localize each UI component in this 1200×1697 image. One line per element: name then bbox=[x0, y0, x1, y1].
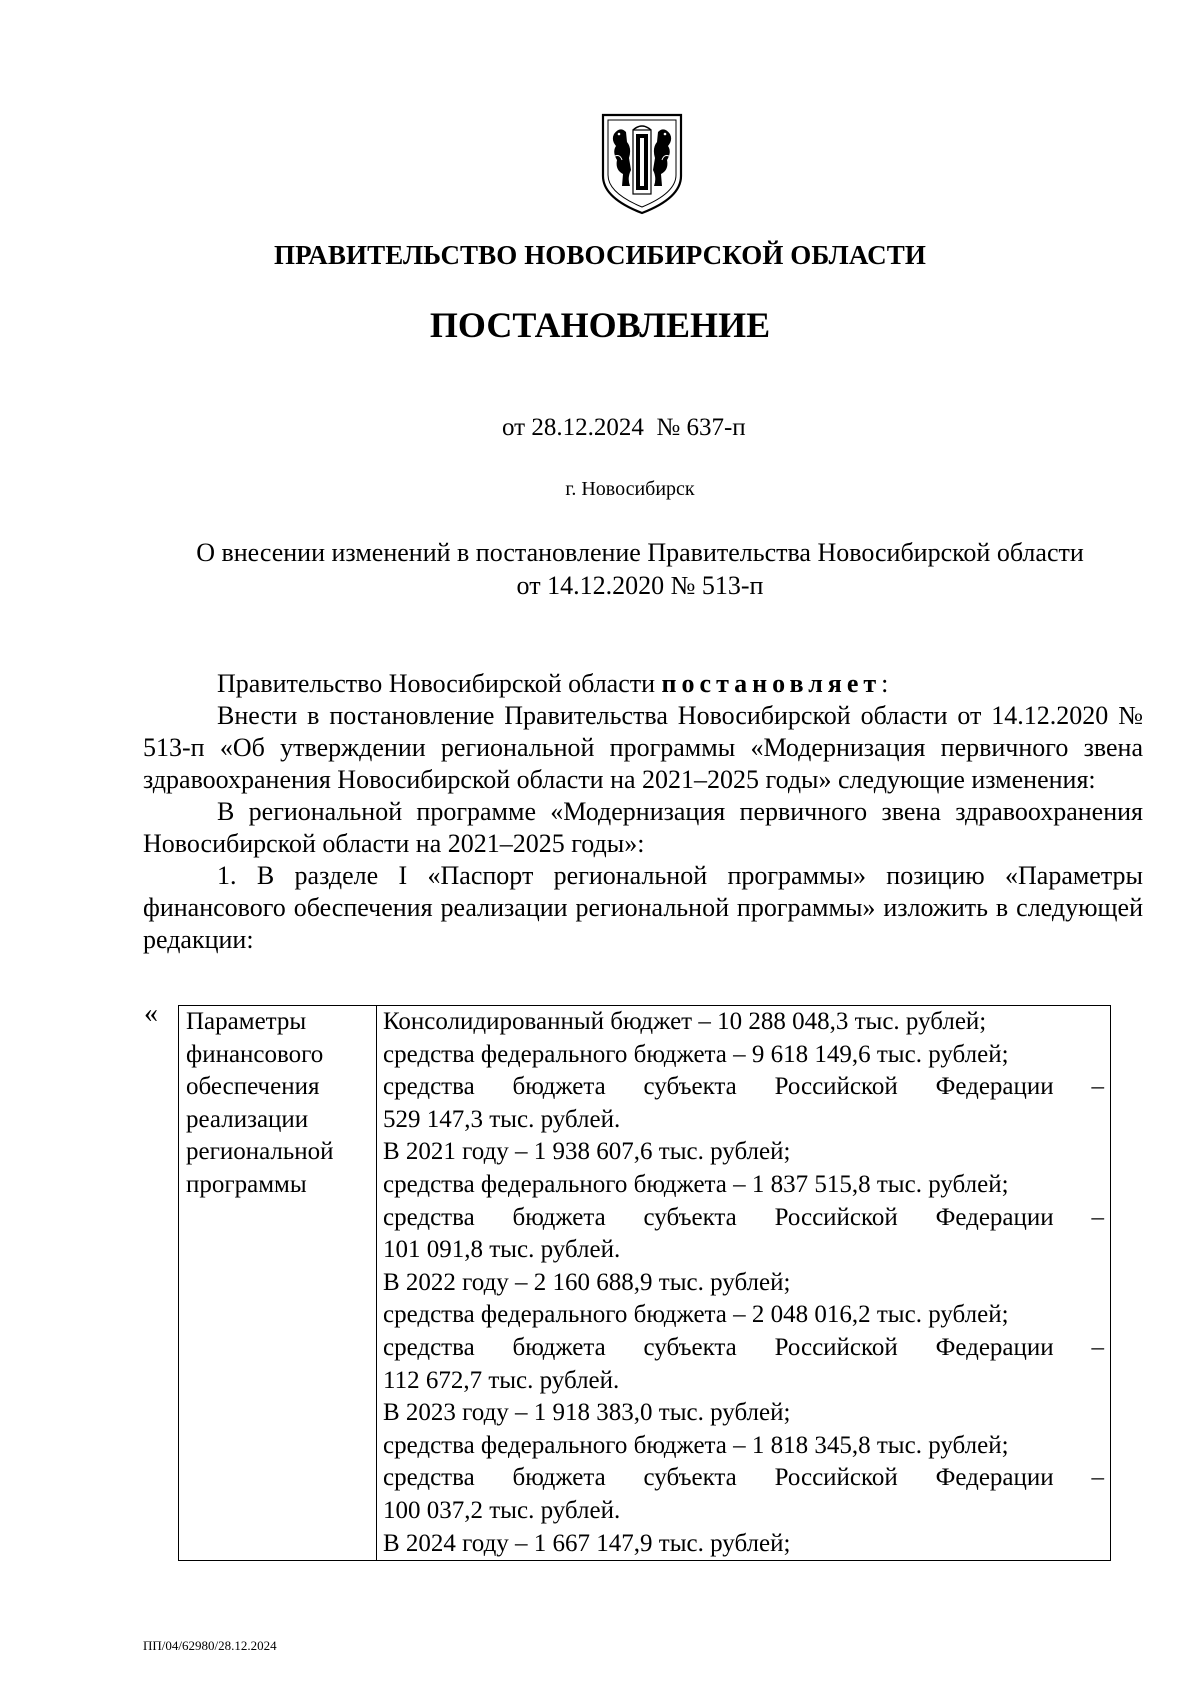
value-line: В 2023 году – 1 918 383,0 тыс. рублей; bbox=[383, 1399, 791, 1427]
table-row bbox=[179, 1006, 1111, 1561]
label-line: реализации bbox=[186, 1105, 309, 1133]
value-line: 101 091,8 тыс. рублей. bbox=[383, 1236, 621, 1264]
parameter-label-cell bbox=[179, 1006, 377, 1561]
amendment-paragraph: Внести в постановление Правительства Новосибирской области от 14.12.2020 № 513-п «Об утверждении региональной программы «Модернизация первичного звена здравоохранения Новосибирской области на 2021–2025 годы» следующие изменения: bbox=[143, 701, 1143, 794]
resolution-paragraph bbox=[143, 668, 1143, 700]
program-paragraph: В региональной программе «Модернизация первичного звена здравоохранения Новосибирской области на 2021–2025 годы»: bbox=[143, 797, 1143, 858]
organization-name: ПРАВИТЕЛЬСТВО НОВОСИБИРСКОЙ ОБЛАСТИ bbox=[274, 240, 926, 270]
parameter-value-cell bbox=[377, 1006, 1111, 1561]
value-line: 529 147,3 тыс. рублей. bbox=[383, 1105, 621, 1133]
value-line: средства федерального бюджета – 9 618 149,6 тыс. рублей; bbox=[383, 1040, 1009, 1068]
resolution-subject: Правительство Новосибирской области bbox=[217, 669, 662, 698]
value-line: 112 672,7 тыс. рублей. bbox=[383, 1366, 620, 1394]
resolution-colon: : bbox=[881, 669, 889, 698]
coat-of-arms-emblem bbox=[600, 112, 684, 216]
document-title-line-1: О внесении изменений в постановление Правительства Новосибирской области bbox=[196, 538, 1084, 567]
label-line: финансового bbox=[186, 1040, 324, 1068]
document-date-number: от 28.12.2024 № 637-п bbox=[502, 414, 746, 441]
value-line: средства бюджета субъекта Российской Федерации – bbox=[383, 1333, 1104, 1361]
document-city: г. Новосибирск bbox=[565, 478, 695, 500]
value-line: средства бюджета субъекта Российской Федерации – bbox=[383, 1464, 1104, 1492]
value-line: средства федерального бюджета – 1 818 345,8 тыс. рублей; bbox=[383, 1431, 1009, 1459]
value-line: средства федерального бюджета – 2 048 016,2 тыс. рублей; bbox=[383, 1301, 1009, 1329]
document-body bbox=[143, 668, 1143, 956]
value-line: средства бюджета субъекта Российской Федерации – bbox=[383, 1073, 1104, 1101]
label-line: программы bbox=[186, 1170, 307, 1198]
value-line: 100 037,2 тыс. рублей. bbox=[383, 1496, 621, 1524]
label-line: Параметры bbox=[186, 1008, 307, 1035]
value-line: средства федерального бюджета – 1 837 515,8 тыс. рублей; bbox=[383, 1170, 1009, 1198]
value-line: Консолидированный бюджет – 10 288 048,3 тыс. рублей; bbox=[383, 1008, 987, 1035]
document-type: ПОСТАНОВЛЕНИЕ bbox=[429, 305, 771, 345]
value-line: средства бюджета субъекта Российской Федерации – bbox=[383, 1203, 1104, 1231]
document-title-line-2: от 14.12.2020 № 513-п bbox=[516, 571, 764, 600]
resolution-verb: постановляет bbox=[661, 669, 882, 698]
opening-quote-mark: « bbox=[144, 998, 158, 1029]
financing-parameters-table bbox=[178, 1005, 1111, 1561]
section-paragraph: 1. В разделе I «Паспорт региональной программы» позицию «Параметры финансового обеспечения реализации региональной программы» изложить в следующей редакции: bbox=[143, 861, 1143, 954]
value-line: В 2024 году – 1 667 147,9 тыс. рублей; bbox=[383, 1529, 791, 1557]
value-line: В 2022 году – 2 160 688,9 тыс. рублей; bbox=[383, 1268, 791, 1296]
value-line: В 2021 году – 1 938 607,6 тыс. рублей; bbox=[383, 1138, 791, 1166]
document-title bbox=[140, 536, 1140, 602]
document-footer-code: ПП/04/62980/28.12.2024 bbox=[143, 1638, 277, 1653]
label-line: региональной bbox=[186, 1138, 334, 1166]
label-line: обеспечения bbox=[186, 1073, 320, 1101]
